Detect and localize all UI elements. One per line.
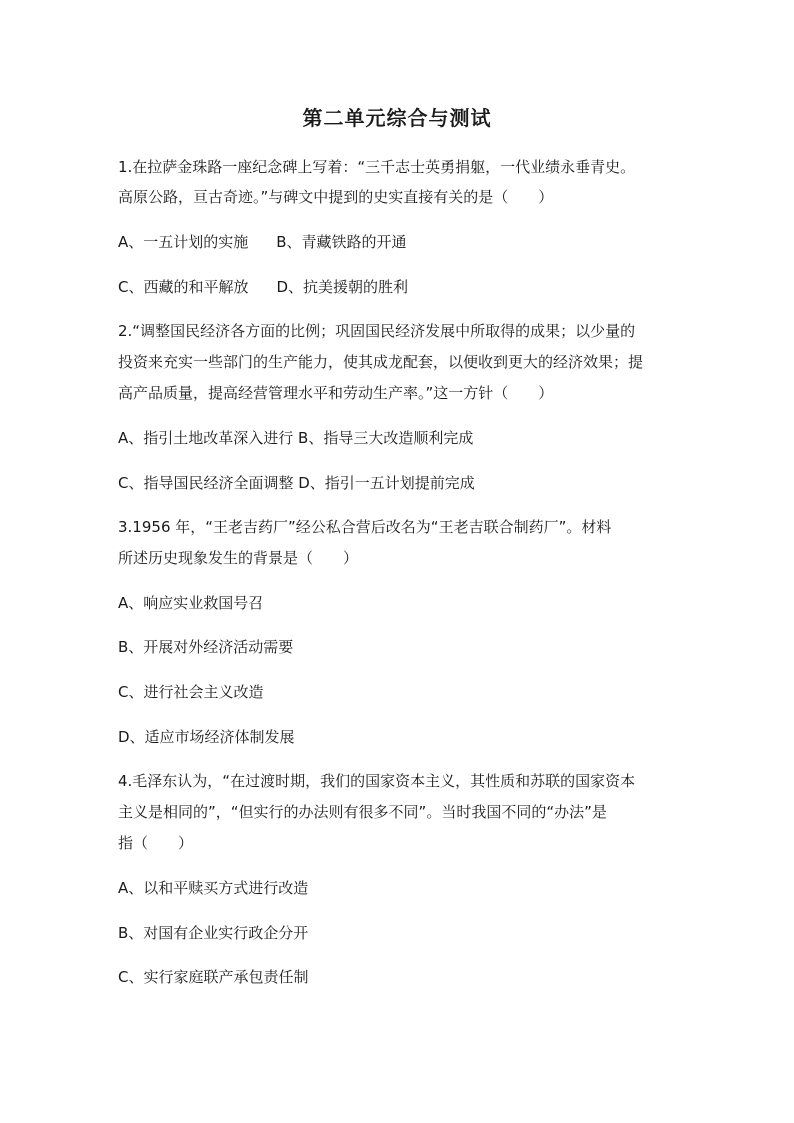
q4-option-c: C、实行家庭联产承包责任制 [118,968,309,986]
q3-stem-line1: 3.1956 年，“王老吉药厂”经公私合营后改名为“王老吉联合制药厂”。材料 [118,518,612,536]
q1-stem-line1: 1.在拉萨金珠路一座纪念碑上写着：“三千志士英勇捐躯，一代业绩永垂青史。 [118,158,636,176]
q3-option-b: B、开展对外经济活动需要 [118,638,294,656]
q2-options-ab: A、指引土地改革深入进行 B、指导三大改造顺利完成 [118,429,474,447]
q1-option-d: D、抗美援朝的胜利 [276,278,409,296]
q2-stem-line2: 投资来充实一些部门的生产能力，使其成龙配套，以便收到更大的经济效果；提 [118,353,644,371]
q1-stem-line2: 高原公路，亘古奇迹。”与碑文中提到的史实直接有关的是（ ） [118,188,554,206]
q3-stem-line2: 所述历史现象发生的背景是（ ） [118,549,359,567]
page-title: 第二单元综合与测试 [302,106,492,130]
q3-option-c: C、进行社会主义改造 [118,683,264,701]
q4-option-a: A、以和平赎买方式进行改造 [118,879,309,897]
q2-stem-line1: 2.“调整国民经济各方面的比例；巩固国民经济发展中所取得的成果；以少量的 [118,322,636,340]
q2-stem-line3: 高产品质量，提高经营管理水平和劳动生产率。”这一方针（ ） [118,384,554,402]
q3-option-d: D、适应市场经济体制发展 [118,728,295,746]
q1-option-b: B、青藏铁路的开通 [276,233,407,251]
q1-option-c: C、西藏的和平解放 [118,278,249,296]
q2-options-cd: C、指导国民经济全面调整 D、指引一五计划提前完成 [118,474,475,492]
q3-option-a: A、响应实业救国号召 [118,594,264,612]
q1-option-a: A、一五计划的实施 [118,233,249,251]
q4-stem-line1: 4.毛泽东认为，“在过渡时期，我们的国家资本主义，其性质和苏联的国家资本 [118,772,636,790]
q1-options-ab [118,231,407,253]
q4-stem-line2: 主义是相同的”，“但实行的办法则有很多不同”。当时我国不同的“办法”是 [118,803,607,821]
q1-options-cd [118,276,408,298]
q4-stem-line3: 指（ ） [118,834,194,852]
q4-option-b: B、对国有企业实行政企分开 [118,924,309,942]
